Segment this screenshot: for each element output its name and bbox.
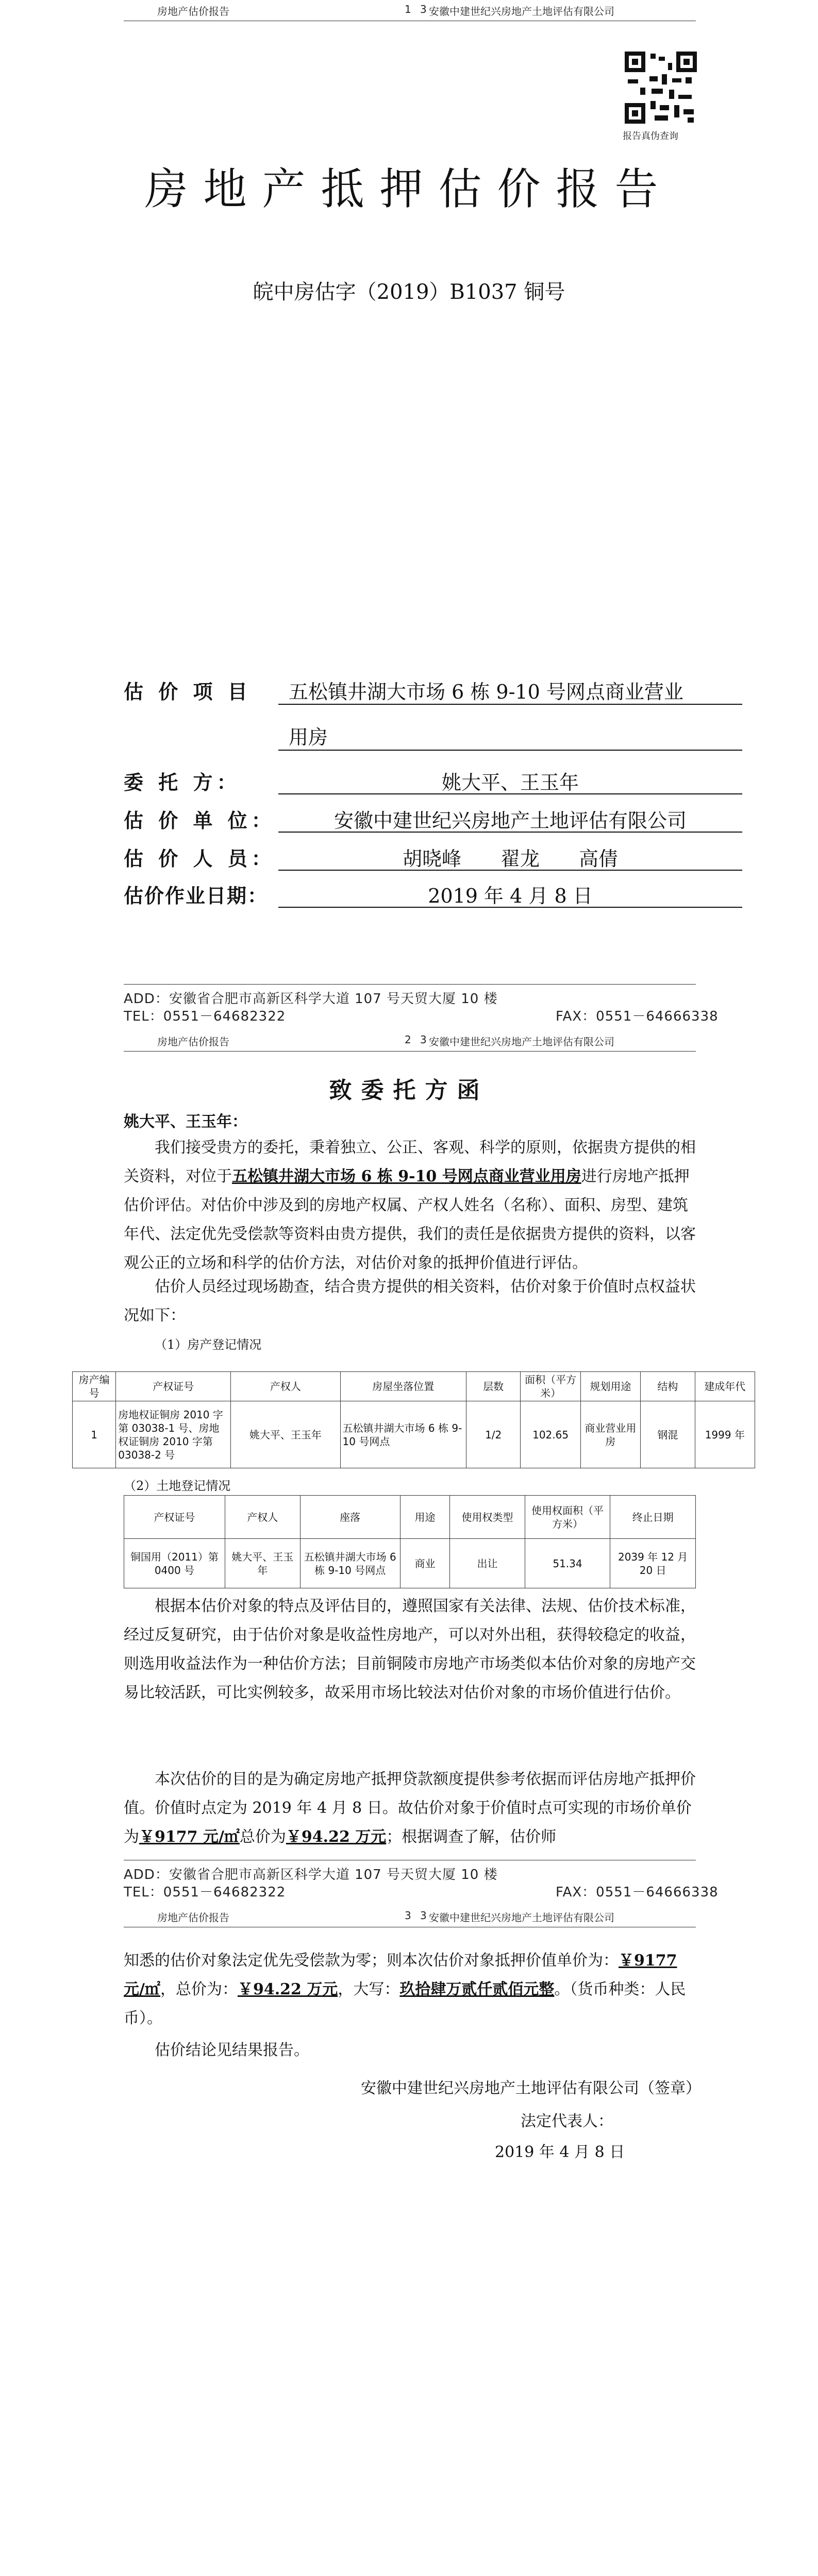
cover-label-unit: 估 价 单 位： <box>124 809 275 832</box>
letter-paragraph-4 <box>124 1765 696 1852</box>
underline <box>278 704 742 705</box>
footer-fax: FAX：0551－64666338 <box>556 1009 719 1024</box>
p1-property-name: 五松镇井湖大市场 6 栋 9-10 号网点商业营业用房 <box>232 1167 581 1185</box>
col-header: 产权人 <box>231 1372 340 1401</box>
table-cell: 2039 年 12 月 20 日 <box>610 1539 696 1588</box>
table-cell: 1 <box>73 1401 116 1468</box>
p4-text-a: 本次估价的目的是为确定房地产抵押贷款额度提供参考依据而评估房地产抵押价值。价值时点定为 2019 年 4 月 8 日。故估价对象于价值时点可实现的市场价单价为 <box>124 1770 696 1846</box>
col-header: 房产编号 <box>73 1372 116 1401</box>
table-row <box>124 1539 696 1588</box>
header-doc-label: 房地产估价报告 <box>157 5 229 18</box>
col-header: 用途 <box>400 1496 450 1539</box>
p5-text-a: 知悉的估价对象法定优先受偿款为零；则本次估价对象抵押价值单价为： <box>124 1952 619 1970</box>
land-section-heading: （2）土地登记情况 <box>124 1479 231 1493</box>
p5-text-e: ，大写： <box>338 1980 400 1998</box>
cover-label-appraisers: 估 价 人 员： <box>124 847 275 870</box>
cover-value-project-line2: 用房 <box>289 726 328 749</box>
underline <box>278 832 742 833</box>
table-row <box>73 1401 755 1468</box>
header-page-sep: 3 <box>420 1033 427 1046</box>
col-header: 产权人 <box>225 1496 300 1539</box>
cover-value-unit: 安徽中建世纪兴房地产土地评估有限公司 <box>333 809 687 832</box>
p4-text-e: ；根据调查了解，估价师 <box>386 1828 557 1846</box>
col-header: 使用权类型 <box>450 1496 525 1539</box>
table-cell: 五松镇井湖大市场 6 栋 9-10 号网点 <box>300 1539 400 1588</box>
col-header: 使用权面积（平方米） <box>525 1496 610 1539</box>
col-header: 房屋坐落位置 <box>340 1372 466 1401</box>
page-3 <box>0 1901 818 2576</box>
col-header: 面积（平方米） <box>521 1372 580 1401</box>
table-cell: 姚大平、王玉年 <box>231 1401 340 1468</box>
table-cell: 出让 <box>450 1539 525 1588</box>
col-header: 产权证号 <box>124 1496 225 1539</box>
footer-address: ADD：安徽省合肥市高新区科学大道 107 号天贸大厦 10 楼 <box>124 1867 498 1883</box>
signature-date: 2019 年 4 月 8 日 <box>495 2143 625 2161</box>
house-registration-table <box>72 1371 755 1468</box>
p1-text-a: 我们接受贵方的委托，秉着独立、公正、客观、科学的原则，依据贵方提供的相关资料，对位于 <box>124 1139 696 1185</box>
col-header: 座落 <box>300 1496 400 1539</box>
signature-company: 安徽中建世纪兴房地产土地评估有限公司（签章） <box>361 2079 701 2097</box>
col-header: 规划用途 <box>580 1372 640 1401</box>
p4-text-c: 总价为 <box>239 1828 286 1846</box>
footer-tel: TEL：0551－64682322 <box>124 1009 286 1024</box>
table-cell: 房地权证铜房 2010 字第 03038-1 号、房地权证铜房 2010 字第 03038-2 号 <box>116 1401 231 1468</box>
header-page-sep: 3 <box>420 3 427 15</box>
letter-paragraph-3: 根据本估价对象的特点及评估目的，遵照国家有关法律、法规、估价技术标准，经过反复研究，由于估价对象是收益性房地产，可以对外出租，获得较稳定的收益，则选用收益法作为一种估价方法；目前铜陵市房地产市场类似本估价对象的房地产交易比较活跃，可比实例较多，故采用市场比较法对估价对象的市场价值进行估价。 <box>124 1597 696 1702</box>
cover-value-client: 姚大平、王玉年 <box>441 771 579 794</box>
header-company: 安徽中建世纪兴房地产土地评估有限公司 <box>429 5 614 18</box>
table-cell: 商业营业用房 <box>580 1401 640 1468</box>
footer-fax: FAX：0551－64666338 <box>556 1885 719 1900</box>
p5-text-g: 。（货币种类：人民币）。 <box>124 1980 686 2027</box>
header-page-number: 3 <box>405 1909 411 1922</box>
table-cell: 姚大平、王玉年 <box>225 1539 300 1588</box>
page-1 <box>0 0 818 1025</box>
cover-value-appraisers: 胡晓峰 翟龙 高倩 <box>402 848 618 870</box>
col-header: 终止日期 <box>610 1496 696 1539</box>
p5-amount-in-words: 玖拾肆万贰仟贰佰元整 <box>399 1980 555 1998</box>
report-title: 房地产抵押估价报告 <box>144 164 674 214</box>
table-cell: 1999 年 <box>695 1401 755 1468</box>
letter-paragraph-6: 估价结论见结果报告。 <box>155 2041 309 2059</box>
table-cell: 1/2 <box>466 1401 521 1468</box>
qr-caption: 报告真伪查询 <box>623 131 678 142</box>
footer-address: ADD：安徽省合肥市高新区科学大道 107 号天贸大厦 10 楼 <box>124 991 498 1007</box>
p1-text-c: 进行房地产抵押估价评估。对估价中涉及到的房地产权属、产权人姓名（名称）、面积、房型、建筑年代、法定优先受偿款等资料由贵方提供，我们的责任是依据贵方提供的资料，以客观公正的立场和科学的估价方法，对估价对象的抵押价值进行评估。 <box>124 1167 696 1272</box>
p5-text-c: ，总价为： <box>160 1980 238 1998</box>
letter-title: 致委托方函 <box>329 1077 489 1104</box>
col-header: 层数 <box>466 1372 521 1401</box>
p5-total-price: ￥94.22 万元 <box>237 1980 338 1998</box>
col-header: 结构 <box>641 1372 695 1401</box>
header-company: 安徽中建世纪兴房地产土地评估有限公司 <box>429 1036 614 1048</box>
table-header-row <box>124 1496 696 1539</box>
header-doc-label: 房地产估价报告 <box>157 1911 229 1924</box>
header-page-number: 1 <box>405 3 411 15</box>
p5-unit-price: ￥9177 元/㎡ <box>124 1952 677 1998</box>
letter-salutation: 姚大平、王玉年： <box>124 1113 247 1131</box>
header-company: 安徽中建世纪兴房地产土地评估有限公司 <box>429 1911 614 1924</box>
page-2 <box>0 1025 818 2045</box>
col-header: 产权证号 <box>116 1372 231 1401</box>
land-registration-table <box>124 1495 696 1588</box>
cover-value-date: 2019 年 4 月 8 日 <box>428 885 593 907</box>
cover-label-project: 估 价 项 目 <box>124 680 252 703</box>
p4-unit-price: ￥9177 元/㎡ <box>139 1828 240 1846</box>
underline <box>278 793 742 794</box>
header-doc-label: 房地产估价报告 <box>157 1036 229 1048</box>
table-cell: 商业 <box>400 1539 450 1588</box>
table-cell: 铜国用（2011）第 0400 号 <box>124 1539 225 1588</box>
letter-paragraph-1 <box>124 1133 696 1278</box>
signature-representative: 法定代表人： <box>521 2112 613 2130</box>
underline <box>278 870 742 871</box>
footer-tel: TEL：0551－64682322 <box>124 1885 286 1900</box>
underline <box>278 750 742 751</box>
cover-label-date: 估价作业日期： <box>124 884 269 907</box>
table-cell: 钢混 <box>641 1401 695 1468</box>
footer-rule <box>124 984 696 985</box>
house-section-heading: （1）房产登记情况 <box>155 1337 262 1352</box>
underline <box>278 907 742 908</box>
table-cell: 51.34 <box>525 1539 610 1588</box>
col-header: 建成年代 <box>695 1372 755 1401</box>
letter-paragraph-5 <box>124 1946 696 2033</box>
table-cell: 102.65 <box>521 1401 580 1468</box>
header-rule <box>124 1051 696 1052</box>
p4-total-price: ￥94.22 万元 <box>286 1828 387 1846</box>
header-page-number: 2 <box>405 1033 411 1046</box>
header-page-sep: 3 <box>420 1909 427 1922</box>
letter-paragraph-2: 估价人员经过现场勘查，结合贵方提供的相关资料，估价对象于价值时点权益状况如下： <box>124 1278 696 1325</box>
qr-code[interactable] <box>625 52 697 124</box>
cover-value-project-line1: 五松镇井湖大市场 6 栋 9-10 号网点商业营业 <box>289 681 683 703</box>
table-header-row <box>73 1372 755 1401</box>
report-number: 皖中房估字（2019）B1037 铜号 <box>253 280 565 304</box>
cover-label-client: 委 托 方： <box>124 771 241 794</box>
table-cell: 五松镇井湖大市场 6 栋 9-10 号网点 <box>340 1401 466 1468</box>
